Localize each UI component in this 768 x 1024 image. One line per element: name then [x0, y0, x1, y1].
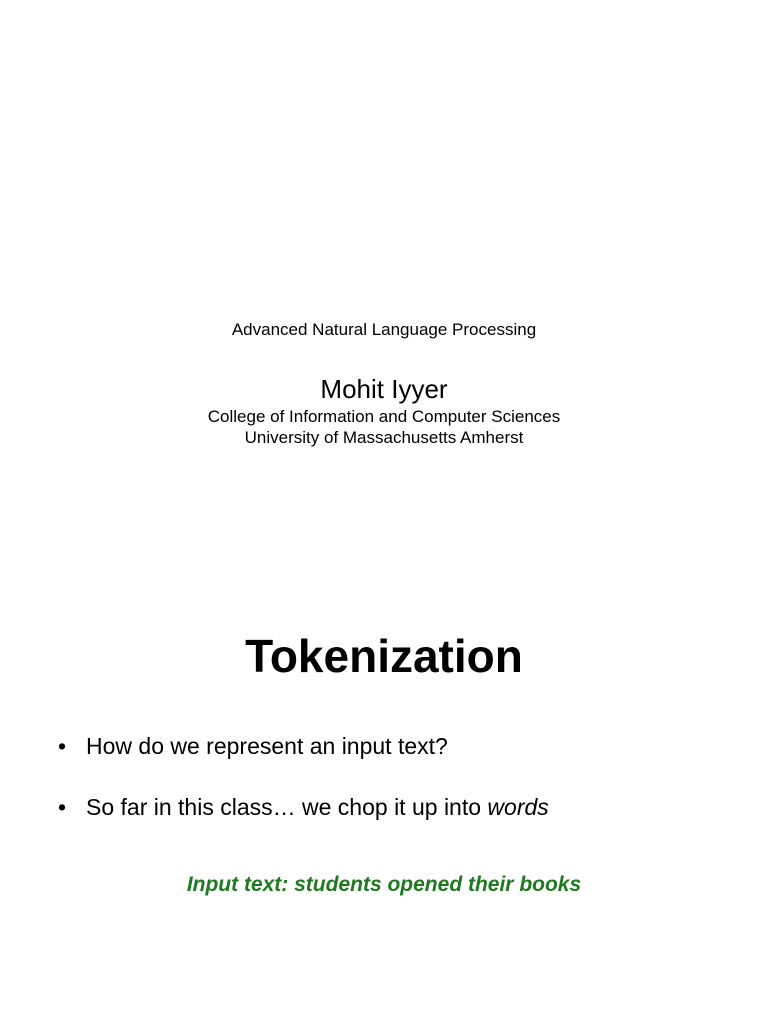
affiliation-college: College of Information and Computer Sciences [207, 407, 561, 426]
slide-title: Tokenization [245, 630, 523, 682]
bullet-item [58, 730, 549, 762]
bullet-item [58, 791, 549, 823]
affiliation-university: University of Massachusetts Amherst [244, 428, 524, 447]
bullet-dot-icon: • [58, 733, 67, 759]
bullet-emphasis: words [487, 794, 549, 820]
bullet-dot-icon: • [58, 794, 67, 820]
example-input-text: Input text: students opened their books [186, 873, 582, 896]
course-title: Advanced Natural Language Processing [231, 320, 537, 339]
bullet-list [58, 730, 549, 852]
bullet-text: How do we represent an input text? [86, 733, 448, 759]
bullet-text: So far in this class… we chop it up into [86, 794, 488, 820]
content-slide [0, 512, 768, 1024]
author-name: Mohit Iyyer [320, 374, 448, 404]
